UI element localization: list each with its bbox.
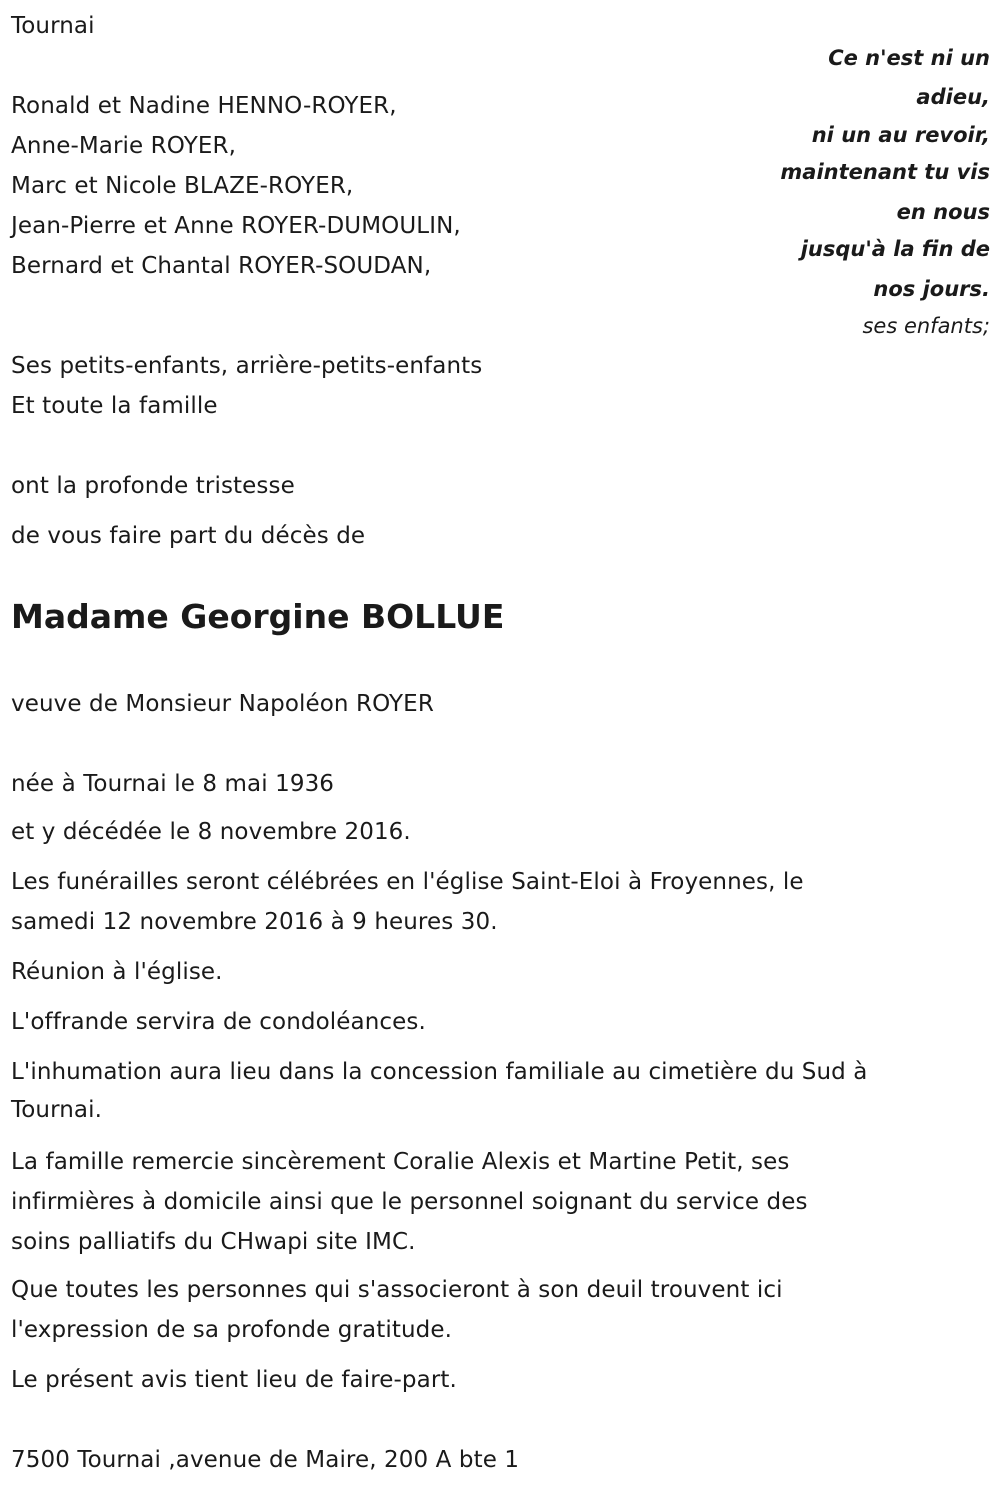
quote-line: en nous [896,200,990,224]
address: 7500 Tournai ,avenue de Maire, 200 A bte 1 [11,1447,520,1473]
family-member: Bernard et Chantal ROYER-SOUDAN, [11,253,432,279]
quote-line: Ce n'est ni un [828,46,990,70]
death-info: et y décédée le 8 novembre 2016. [11,819,411,845]
offering-info: L'offrande servira de condoléances. [11,1009,426,1035]
gratitude-text: Que toutes les personnes qui s'associeront à son deuil trouvent ici [11,1277,783,1303]
extended-family: Ses petits-enfants, arrière-petits-enfants [11,353,483,379]
thanks-text: infirmières à domicile ainsi que le personnel soignant du service des [11,1189,808,1215]
announcement-line: ont la profonde tristesse [11,473,295,499]
deceased-name: Madame Georgine BOLLUE [11,597,505,636]
quote-signature: ses enfants; [862,314,990,338]
city: Tournai [11,13,95,39]
quote-line: jusqu'à la fin de [800,237,990,261]
quote-line: adieu, [916,85,990,109]
burial-info: L'inhumation aura lieu dans la concession familiale au cimetière du Sud à [11,1059,868,1085]
gratitude-text: l'expression de sa profonde gratitude. [11,1317,452,1343]
extended-family: Et toute la famille [11,393,218,419]
widow-of: veuve de Monsieur Napoléon ROYER [11,691,434,717]
thanks-text: La famille remercie sincèrement Coralie Alexis et Martine Petit, ses [11,1149,790,1175]
funeral-info: Les funérailles seront célébrées en l'église Saint-Eloi à Froyennes, le [11,869,804,895]
thanks-text: soins palliatifs du CHwapi site IMC. [11,1229,416,1255]
family-member: Marc et Nicole BLAZE-ROYER, [11,173,354,199]
announcement-line: de vous faire part du décès de [11,523,366,549]
meeting-info: Réunion à l'église. [11,959,223,985]
birth-info: née à Tournai le 8 mai 1936 [11,771,335,797]
notice-text: Le présent avis tient lieu de faire-part. [11,1367,457,1393]
funeral-info: samedi 12 novembre 2016 à 9 heures 30. [11,909,498,935]
quote-line: nos jours. [873,277,990,301]
family-member: Anne-Marie ROYER, [11,133,236,159]
family-member: Jean-Pierre et Anne ROYER-DUMOULIN, [11,213,461,239]
burial-info: Tournai. [11,1097,103,1123]
quote-line: maintenant tu vis [780,160,990,184]
quote-line: ni un au revoir, [811,123,990,147]
family-member: Ronald et Nadine HENNO-ROYER, [11,93,397,119]
